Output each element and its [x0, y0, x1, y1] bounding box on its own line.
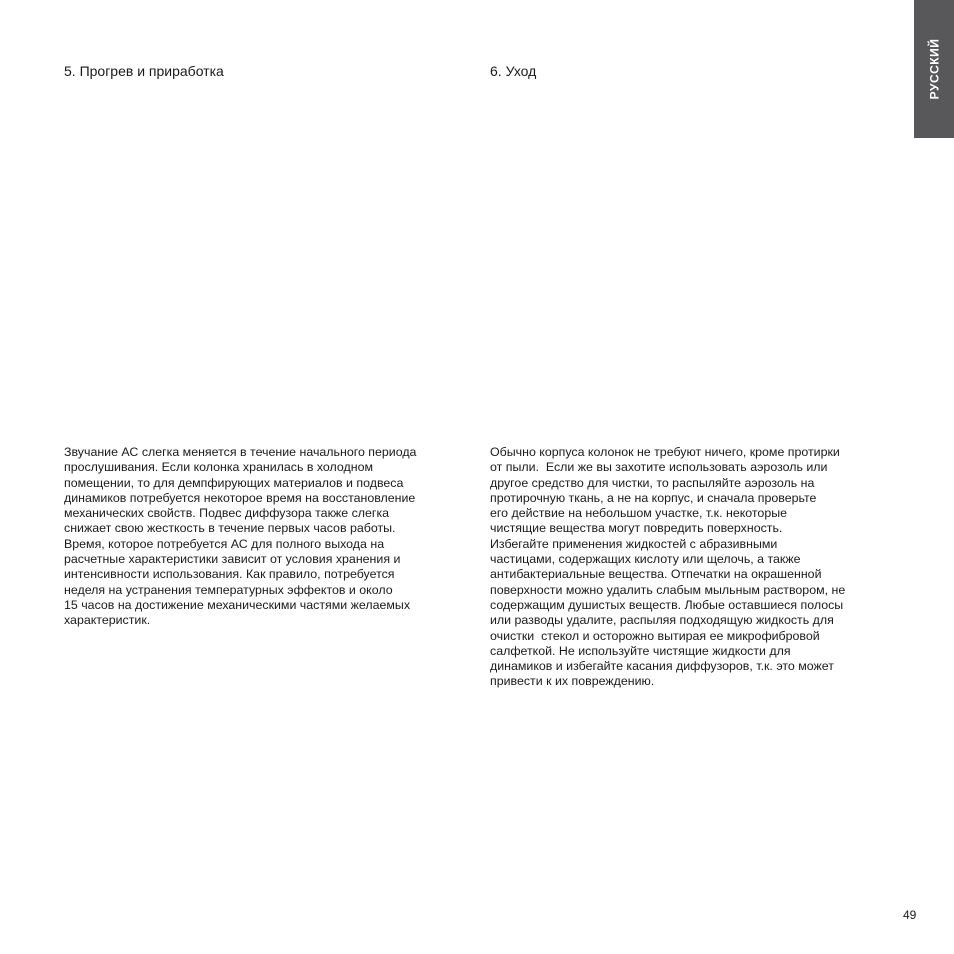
language-tab-label: РУССКИЙ: [927, 38, 941, 100]
paragraph-line: Время, которое потребуется АС для полного выхода на: [64, 536, 385, 551]
paragraph-line: очистки стекол и осторожно вытирая ее микрофибровой: [490, 628, 820, 643]
paragraph-line: механических свойств. Подвес диффузора также слегка: [64, 506, 390, 521]
paragraph-line: привести к их повреждению.: [490, 674, 655, 689]
paragraph-line: другое средство для чистки, то распыляйте аэрозоль на: [490, 475, 815, 490]
paragraph-line: Избегайте применения жидкостей с абразивными: [490, 536, 778, 551]
language-tab: [914, 0, 954, 138]
section-heading-warm-up: 5. Прогрев и приработка: [64, 63, 224, 79]
paragraph-line: Звучание АС слегка меняется в течение начального периода: [64, 445, 417, 459]
paragraph-line: 15 часов на достижение механическими частями желаемых: [64, 597, 411, 612]
paragraph-line: динамиков и избегайте касания диффузоров, т.к. это может: [490, 659, 834, 674]
paragraph-line: поверхности можно удалить слабым мыльным раствором, не: [490, 582, 846, 597]
paragraph-line: динамиков потребуется некоторое время на восстановление: [64, 490, 416, 505]
paragraph-line: салфеткой. Не используйте чистящие жидкости для: [490, 643, 791, 658]
paragraph-line: интенсивности использования. Как правило, потребуется: [64, 567, 395, 582]
paragraph-line: или разводы удалите, распыляя подходящую жидкость для: [490, 613, 834, 628]
warm-up-paragraph: [64, 445, 474, 629]
paragraph-line: расчетные характеристики зависит от условия хранения и: [64, 552, 401, 567]
care-paragraph: [490, 445, 900, 690]
paragraph-line: чистящие вещества могут повредить поверхность.: [490, 521, 783, 536]
paragraph-line: его действие на небольшом участке, т.к. некоторые: [490, 506, 788, 521]
paragraph-line: Обычно корпуса колонок не требуют ничего, кроме протирки: [490, 445, 840, 459]
paragraph-line: неделя на устранения температурных эффектов и около: [64, 582, 393, 597]
paragraph-line: от пыли. Если же вы захотите использовать аэрозоль или: [490, 460, 828, 475]
paragraph-line: протирочную ткань, а не на корпус, и сначала проверьте: [490, 490, 817, 505]
paragraph-line: содержащим душистых веществ. Любые оставшиеся полосы: [490, 597, 844, 612]
page-number: 49: [903, 908, 917, 922]
paragraph-line: снижает свою жесткость в течение первых часов работы.: [64, 521, 396, 536]
paragraph-line: антибактериальные вещества. Отпечатки на окрашенной: [490, 567, 822, 582]
paragraph-line: помещении, то для демпфирующих материалов и подвеса: [64, 475, 404, 490]
section-heading-care: 6. Уход: [490, 63, 537, 79]
paragraph-line: характеристик.: [64, 613, 151, 628]
paragraph-line: прослушивания. Если колонка хранилась в холодном: [64, 460, 374, 475]
paragraph-line: частицами, содержащих кислоту или щелочь, а также: [490, 552, 801, 567]
